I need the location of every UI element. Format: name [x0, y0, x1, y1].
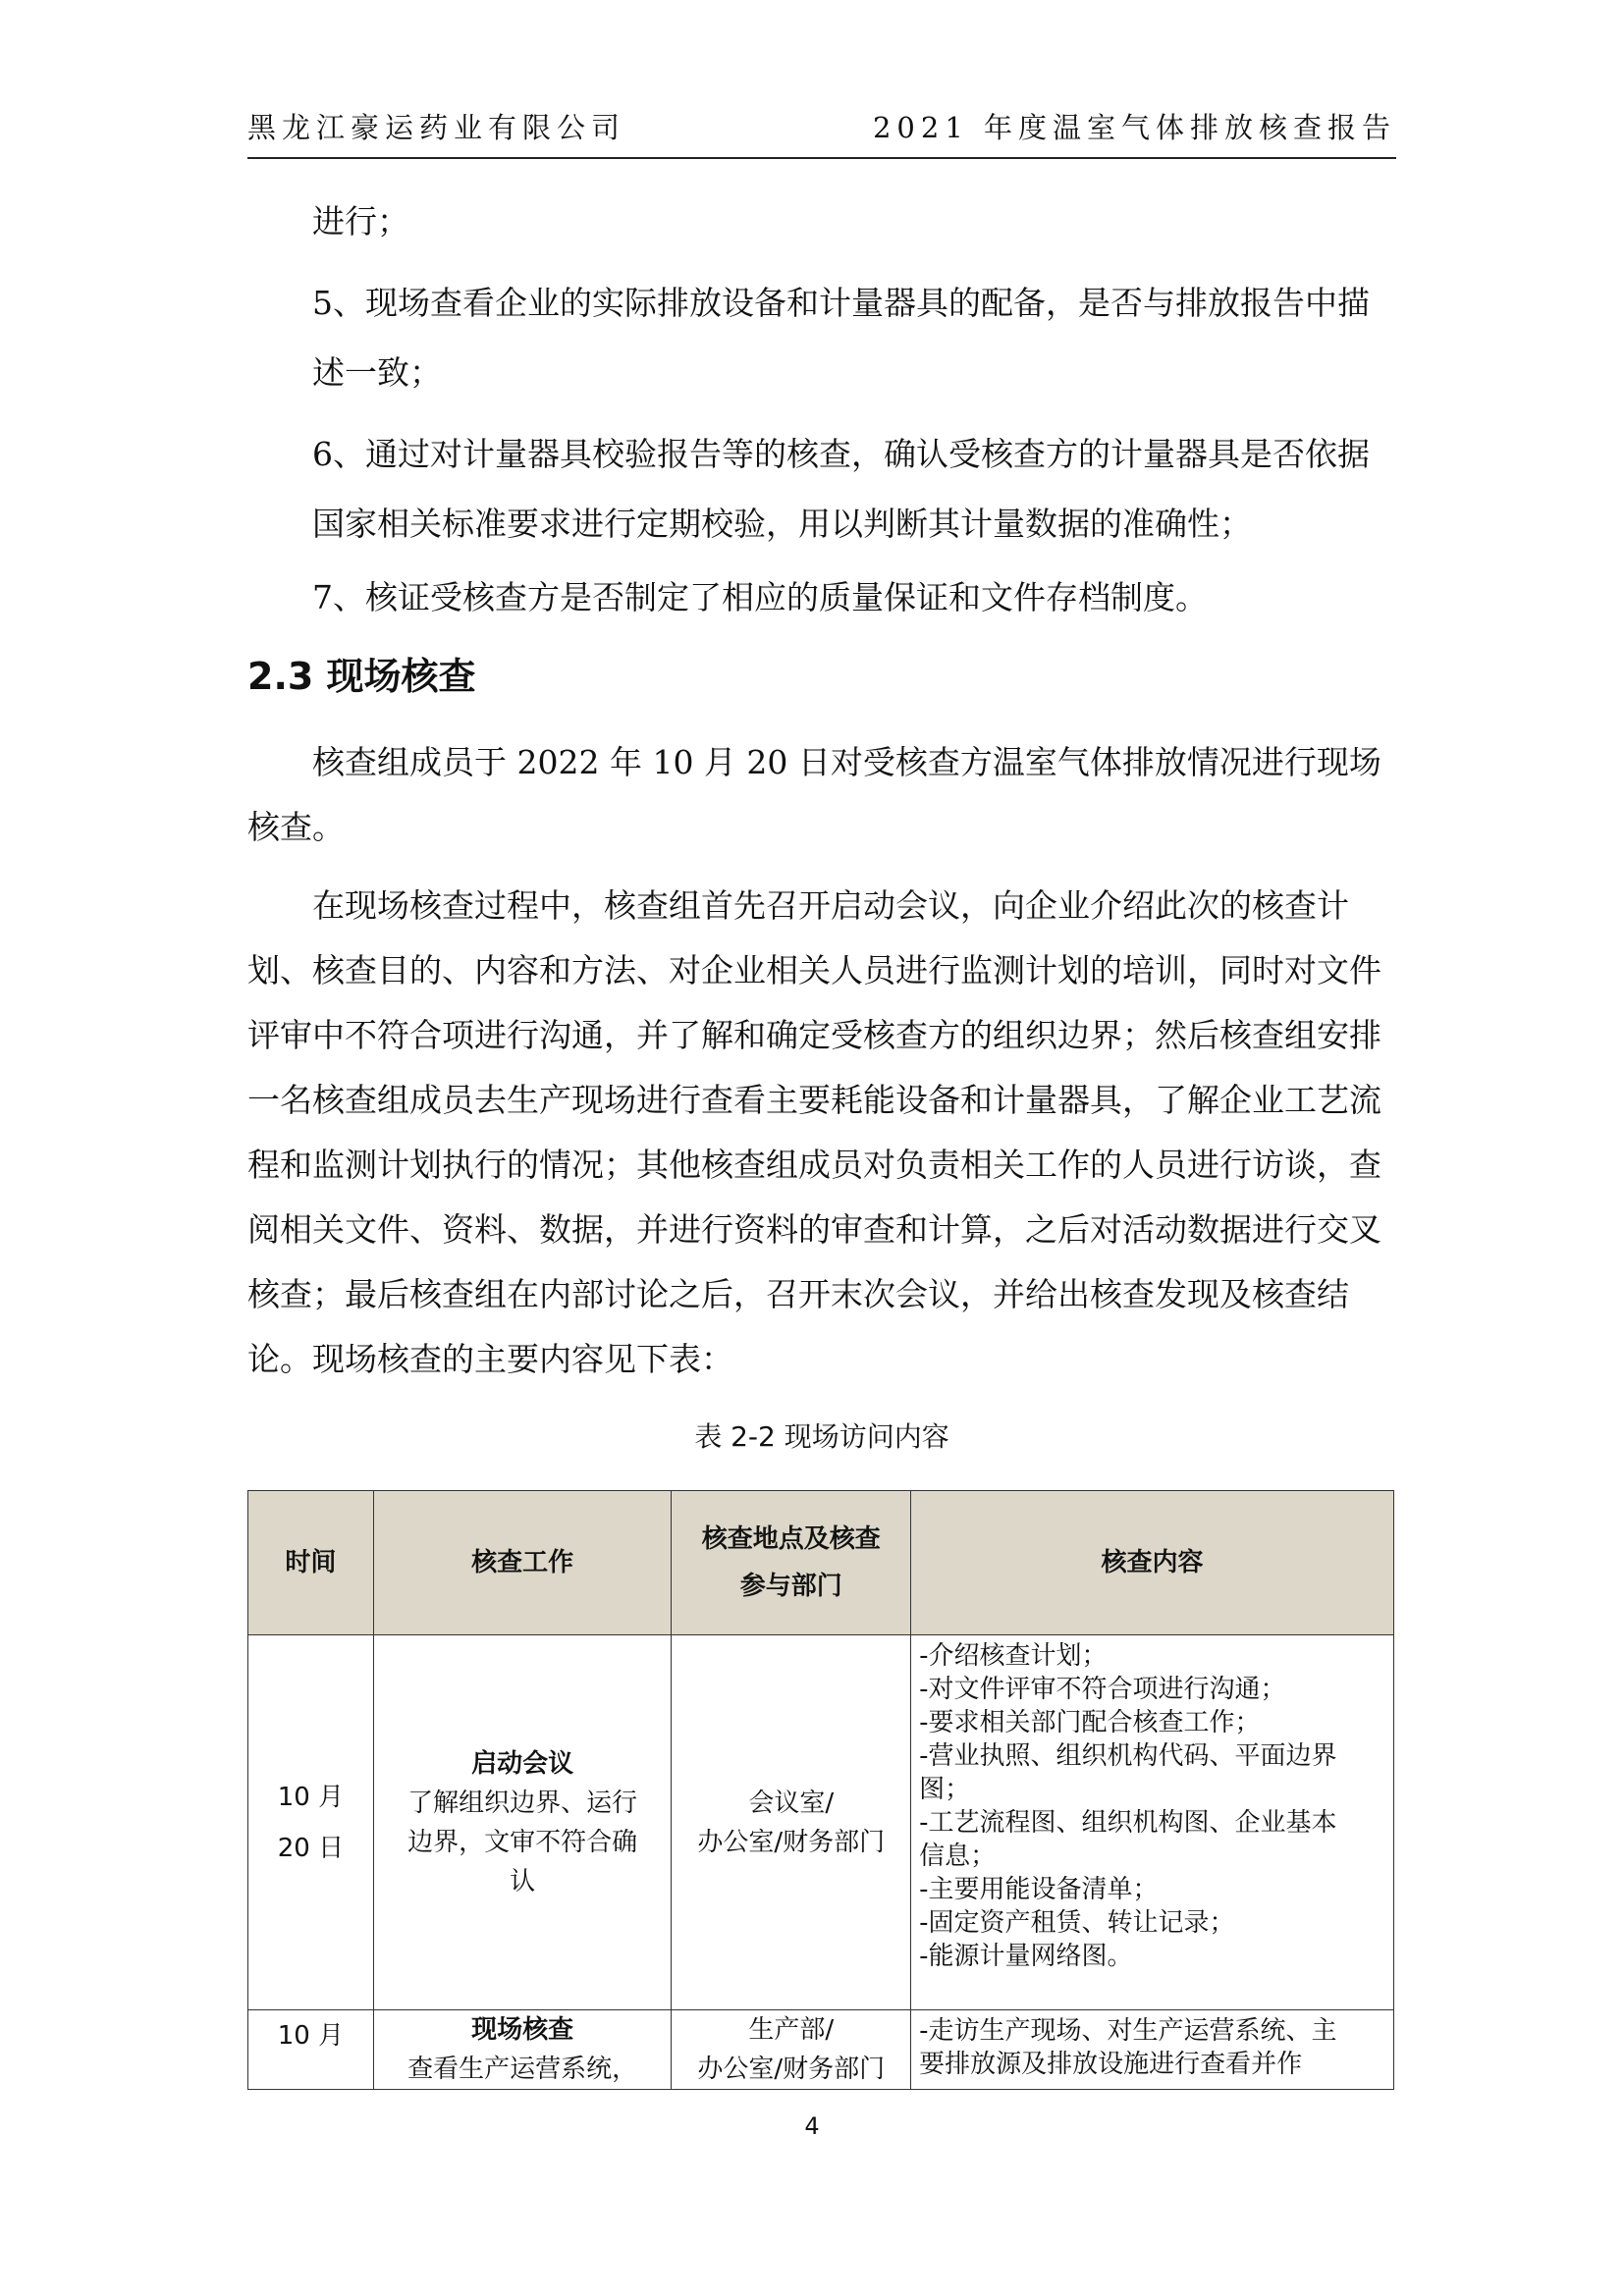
row-1-work-title: 启动会议	[471, 1748, 574, 1779]
row-1-content	[911, 1635, 1394, 2010]
header-time: 时间	[248, 1491, 374, 1635]
table-caption: 表 2-2 现场访问内容	[694, 1420, 949, 1453]
row-1-content-item: -要求相关部门配合核查工作；	[919, 1708, 1261, 1737]
row-2-work-title: 现场核查	[471, 2015, 574, 2045]
row-1-content-item: -营业执照、组织机构代码、平面边界	[919, 1741, 1337, 1771]
row-2-content-item: 要排放源及排放设施进行查看并作	[919, 2050, 1303, 2079]
row-1-work	[373, 1635, 672, 2010]
table-row	[248, 1635, 1394, 2010]
row-2-work-line-1: 查看生产运营系统，	[407, 2055, 638, 2084]
header-company: 黑龙江豪运药业有限公司	[247, 111, 626, 144]
header-content: 核查内容	[911, 1491, 1394, 1635]
item-6-line-1: 6、通过对计量器具校验报告等的核查，确认受核查方的计量器具是否依据	[312, 435, 1370, 473]
section-paragraph-2: 在现场核查过程中，核查组首先召开启动会议，向企业介绍此次的核查计划、核查目的、内容和方法、对企业相关人员进行监测计划的培训，同时对文件评审中不符合项进行沟通，并了解和确定受核查方的组织边界；然后核查组安排一名核查组成员去生产现场进行查看主要耗能设备和计量器具，了解企业工艺流程和监测计划执行的情况；其他核查组成员对负责相关工作的人员进行访谈，查阅相关文件、资料、数据，并进行资料的审查和计算，之后对活动数据进行交叉核查；最后核查组在内部讨论之后，召开末次会议，并给出核查发现及核查结论。现场核查的主要内容见下表：	[247, 886, 1381, 1378]
body-line-continue: 进行；	[312, 202, 409, 240]
item-7: 7、核证受核查方是否制定了相应的质量保证和文件存档制度。	[312, 578, 1208, 616]
row-1-location-line-1: 会议室/	[748, 1788, 835, 1818]
row-1-work-line-2: 边界，文审不符合确	[407, 1827, 638, 1857]
row-2-location	[672, 2010, 911, 2090]
page-header	[247, 106, 1396, 159]
item-5-line-1: 5、现场查看企业的实际排放设备和计量器具的配备，是否与排放报告中描	[312, 284, 1370, 322]
row-1-content-item: -对文件评审不符合项进行沟通；	[919, 1675, 1286, 1704]
row-1-time	[248, 1635, 374, 2010]
row-1-work-line-1: 了解组织边界、运行	[407, 1788, 638, 1818]
row-2-time-line-1: 10 月	[277, 2021, 345, 2051]
row-1-content-item: -固定资产租赁、转让记录；	[919, 1908, 1235, 1938]
item-5-line-2: 述一致；	[312, 353, 442, 392]
row-1-content-item: -工艺流程图、组织机构图、企业基本	[919, 1808, 1337, 1838]
row-1-content-item: -能源计量网络图。	[919, 1942, 1133, 1971]
row-1-content-item: 信息；	[919, 1842, 997, 1871]
table-row	[248, 2010, 1394, 2090]
header-report-title: 2021 年度温室气体排放核查报告	[872, 111, 1396, 144]
row-2-content-item: -走访生产现场、对生产运营系统、主	[919, 2016, 1337, 2046]
row-1-location	[672, 1635, 911, 2010]
header-location-line-2: 参与部门	[739, 1572, 842, 1601]
row-1-time-line-1: 10 月	[277, 1782, 345, 1812]
row-2-time	[248, 2010, 374, 2090]
row-1-content-item: -介绍核查计划；	[919, 1641, 1108, 1671]
site-visit-table	[247, 1490, 1394, 2090]
row-2-location-line-2: 办公室/财务部门	[697, 2055, 886, 2084]
page-number: 4	[804, 2112, 820, 2140]
header-location	[672, 1491, 911, 1635]
row-1-work-line-3: 认	[510, 1866, 536, 1896]
row-1-content-item: -主要用能设备清单；	[919, 1875, 1159, 1904]
row-2-work	[373, 2010, 672, 2090]
row-2-content	[911, 2010, 1394, 2090]
row-1-time-line-2: 20 日	[277, 1833, 345, 1863]
row-1-content-item: 图；	[919, 1775, 971, 1804]
table-header-row	[248, 1491, 1394, 1635]
row-2-location-line-1: 生产部/	[748, 2015, 835, 2045]
item-6-line-2: 国家相关标准要求进行定期校验，用以判断其计量数据的准确性；	[312, 505, 1252, 543]
header-work: 核查工作	[373, 1491, 672, 1635]
row-1-location-line-2: 办公室/财务部门	[697, 1827, 886, 1857]
section-paragraph-1: 核查组成员于 2022 年 10 月 20 日对受核查方温室气体排放情况进行现场核查。	[247, 743, 1381, 846]
section-heading: 2.3 现场核查	[247, 655, 476, 698]
header-location-line-1: 核查地点及核查	[701, 1524, 881, 1554]
